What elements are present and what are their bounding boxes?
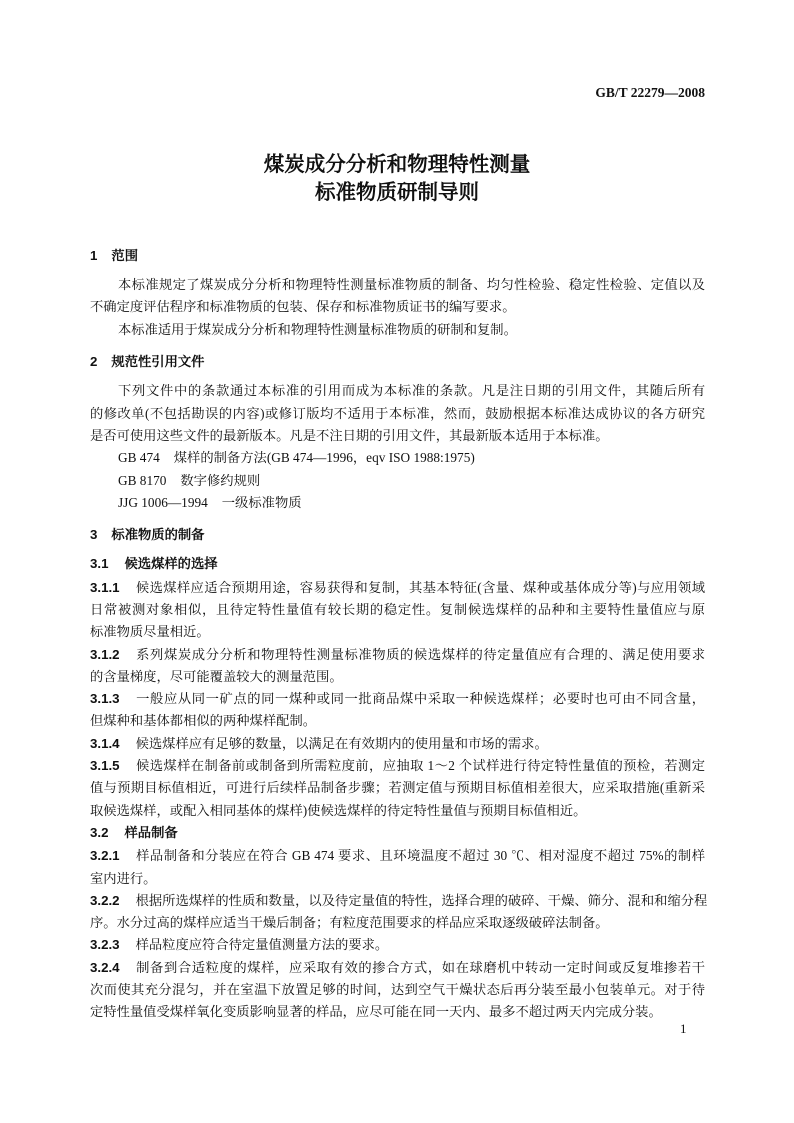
document-body	[90, 245, 708, 1024]
line-text: 日常被测对象相似，且待定特性量值有较长期的稳定性。复制候选煤样的品种和主要特性量值应与原	[90, 602, 705, 617]
line-text: 但煤种和基体都相似的两种煤样配制。	[90, 713, 317, 729]
line-text: 定特性量值受煤样氧化变质影响显著的样品，应尽可能在同一天内、最多不超过两天内完成分装。	[90, 1004, 662, 1020]
clause-number: 3.1.5	[90, 758, 120, 774]
clause	[90, 755, 705, 822]
line-text: 的含量梯度，尽可能覆盖较大的测量范围。	[90, 668, 343, 684]
reference-item	[90, 447, 705, 469]
section-number: 3.1	[90, 556, 109, 572]
reference-code: GB 8170	[118, 472, 167, 488]
line-text: 候选煤样应有足够的数量，以满足在有效期内的使用量和市场的需求。	[135, 735, 548, 751]
text-line	[90, 710, 705, 732]
section-number: 2	[90, 354, 98, 370]
text-line	[90, 621, 705, 643]
section-number: 1	[90, 247, 98, 263]
line-text: 系列煤炭成分分析和物理特性测量标准物质的候选煤样的待定量值应有合理的、满足使用要求	[135, 646, 705, 662]
section-heading	[90, 245, 705, 267]
section-number: 3	[90, 527, 98, 543]
line-text: 样品粒度应符合待定量值测量方法的要求。	[135, 937, 389, 953]
section-title: 候选煤样的选择	[124, 556, 218, 572]
text-line	[90, 319, 705, 341]
section-heading	[90, 822, 705, 844]
text-line	[90, 868, 705, 890]
section-heading	[90, 524, 705, 546]
line-text: 候选煤样在制备前或制备到所需粒度前，应抽取 1～2 个试样进行待定特性量值的预检，若测定	[135, 758, 705, 774]
line-text: 下列文件中的条款通过本标准的引用而成为本标准的条款。凡是注日期的引用文件，其随后所有	[118, 383, 705, 399]
section-heading	[90, 553, 705, 575]
title-line-2: 标准物质研制导则	[315, 181, 479, 204]
line-text: 是否可使用这些文件的最新版本。凡是不注日期的引用文件，其最新版本适用于本标准。	[90, 427, 609, 443]
text-line	[90, 912, 705, 934]
text-line	[90, 777, 705, 799]
paragraph	[90, 319, 705, 341]
text-line	[90, 934, 705, 956]
clause-number: 3.1.4	[90, 735, 120, 751]
text-line	[90, 599, 705, 621]
reference-item	[90, 492, 705, 514]
text-line	[90, 1001, 705, 1023]
text-line	[90, 296, 705, 318]
section-title: 标准物质的制备	[111, 527, 205, 543]
clause	[90, 957, 705, 1024]
paragraph	[90, 380, 705, 447]
text-line	[90, 403, 705, 425]
clause	[90, 733, 705, 755]
line-text: 本标准适用于煤炭成分分析和物理特性测量标准物质的研制和复制。	[118, 321, 517, 337]
text-line	[90, 274, 705, 296]
reference-item	[90, 470, 705, 492]
text-line	[90, 890, 708, 912]
clause-number: 3.1.1	[90, 579, 120, 595]
line-text: 值与预期目标值相近，可进行后续样品制备步骤；若测定值与预期目标值相差很大，应采取措施(重新采	[90, 780, 705, 796]
text-line	[90, 666, 705, 688]
standard-code: GB/T 22279—2008	[595, 85, 705, 100]
reference-title: 煤样的制备方法(GB 474—1996，eqv ISO 1988:1975)	[173, 450, 475, 466]
document-title	[0, 151, 794, 207]
clause-number: 3.1.3	[90, 691, 120, 707]
text-line	[90, 733, 705, 755]
clause-number: 3.2.2	[90, 892, 120, 908]
section-title: 规范性引用文件	[111, 354, 205, 370]
line-text: 序。水分过高的煤样应适当干燥后制备；有粒度范围要求的样品应采取逐级破碎法制备。	[90, 915, 609, 931]
section-title: 样品制备	[124, 824, 178, 840]
line-text: 次而使其充分混匀，并在室温下放置足够的时间，达到空气干燥状态后再分装至最小包装单元。对于待	[90, 982, 705, 998]
line-text: 制备到合适粒度的煤样，应采取有效的掺合方式，如在球磨机中转动一定时间或反复堆掺若干	[135, 959, 705, 975]
line-text: 样品制备和分装应在符合 GB 474 要求、且环境温度不超过 30 ℃、相对湿度不超过 75%的制样	[135, 848, 705, 864]
title-line-1: 煤炭成分分析和物理特性测量	[263, 153, 531, 176]
line-text: 取候选煤样，或配入相同基体的煤样)使候选煤样的待定特性量值与预期目标值相近。	[90, 802, 587, 818]
clause	[90, 934, 705, 956]
text-line	[90, 644, 705, 666]
clause	[90, 890, 708, 935]
clause	[90, 644, 705, 689]
text-line	[90, 957, 705, 979]
clause-number: 3.2.3	[90, 937, 120, 953]
line-text: 室内进行。	[90, 870, 157, 886]
section-number: 3.2	[90, 824, 109, 840]
clause	[90, 688, 705, 733]
reference-code: JJG 1006—1994	[118, 494, 208, 510]
line-text: 一般应从同一矿点的同一煤种或同一批商品煤中采取一种候选煤样；必要时也可由不同含量，	[135, 691, 705, 707]
text-line	[90, 688, 705, 710]
text-line	[90, 800, 705, 822]
clause	[90, 577, 705, 644]
line-text: 候选煤样应适合预期用途，容易获得和复制，其基本特征(含量、煤种或基体成分等)与应用领域	[135, 579, 705, 595]
line-text: 根据所选煤样的性质和数量，以及待定量值的特性，选择合理的破碎、干燥、筛分、混和和缩分程	[135, 892, 708, 908]
page-number: 1	[680, 1021, 687, 1036]
clause	[90, 845, 705, 890]
line-text: 不确定度评估程序和标准物质的包装、保存和标准物质证书的编写要求。	[90, 299, 516, 315]
line-text: 的修改单(不包括勘误的内容)或修订版均不适用于本标准，然而，鼓励根据本标准达成协议的各方研究	[90, 405, 705, 421]
clause-number: 3.2.1	[90, 848, 120, 864]
reference-title: 一级标准物质	[221, 494, 302, 510]
line-text: 本标准规定了煤炭成分分析和物理特性测量标准物质的制备、均匀性检验、稳定性检验、定值以及	[118, 277, 705, 293]
paragraph	[90, 274, 705, 319]
reference-code: GB 474	[118, 450, 160, 466]
text-line	[90, 577, 705, 599]
clause-number: 3.1.2	[90, 646, 120, 662]
clause-number: 3.2.4	[90, 959, 120, 975]
section-heading	[90, 351, 705, 373]
text-line	[90, 425, 705, 447]
text-line	[90, 755, 705, 777]
text-line	[90, 380, 705, 402]
text-line	[90, 845, 705, 867]
line-text: 标准物质尽量相近。	[90, 624, 210, 640]
text-line	[90, 979, 705, 1001]
section-title: 范围	[111, 247, 138, 263]
reference-title: 数字修约规则	[180, 472, 261, 488]
